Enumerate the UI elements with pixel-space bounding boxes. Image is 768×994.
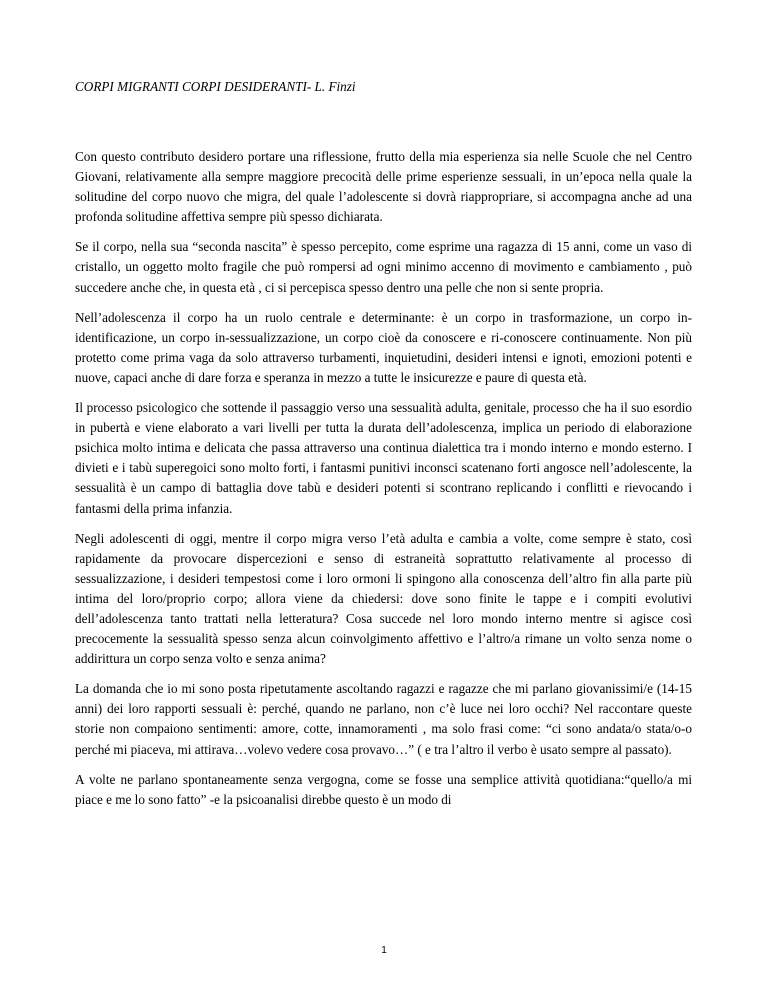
paragraph-3: Nell’adolescenza il corpo ha un ruolo centrale e determinante: è un corpo in trasformazione, un corpo in-identificazione, un corpo in-sessualizzazione, un corpo cioè da conoscere e ri-conoscere continuamente. Non più protetto come prima vaga da solo attraverso turbamenti, inquietudini, desideri intensi e ignoti, emozioni potenti e nuove, capaci anche di dare forza e speranza in mezzo a tutte le insicurezze e paure di questa età. — [75, 309, 692, 385]
document-title: CORPI MIGRANTI CORPI DESIDERANTI- L. Finzi — [75, 79, 356, 94]
paragraph-4: Il processo psicologico che sottende il passaggio verso una sessualità adulta, genitale, processo che ha il suo esordio in pubertà e viene elaborato a vari livelli per tutta la durata dell’adolescenza, implica un periodo di elaborazione psichica molto intima e delicata che passa attraverso una continua dialettica tra i mondo interno e mondo esterno. I divieti e i tabù superegoici sono molto forti, i fantasmi punitivi inconsci scatenano forti angosce nell’adolescente, la sessualità è un campo di battaglia dove tabù e desideri potenti si scontrano replicando i conflitti e rievocando i fantasmi della prima infanzia. — [75, 400, 692, 516]
paragraph-6: La domanda che io mi sono posta ripetutamente ascoltando ragazzi e ragazze che mi parlano giovanissimi/e (14-15 anni) dei loro rapporti sessuali è: perché, quando ne parlano, non c’è luce nei loro occhi? Nel raccontare queste storie non compaiono sentimenti: amore, cotte, innamoramenti , ma solo frasi come: “ci sono andata/o stata/o-o perché mi piaceva, mi attirava…volevo vedere cosa provavo…” ( e tra l’altro il verbo è usato sempre al passato). — [75, 681, 692, 757]
page-number: 1 — [381, 945, 387, 956]
paragraph-2: Se il corpo, nella sua “seconda nascita” è spesso percepito, come esprime una ragazza di 15 anni, come un vaso di cristallo, un oggetto molto fragile che può rompersi ad ogni minimo accenno di movimento e cambiamento , può succedere anche che, in questa età , ci si percepisca spesso dentro una pelle che non si sente propria. — [75, 239, 692, 295]
paragraph-7: A volte ne parlano spontaneamente senza vergogna, come se fosse una semplice attività quotidiana:“quello/a mi piace e me lo sono fatto” -e la psicoanalisi direbbe questo è un modo di — [75, 771, 692, 807]
paragraph-5: Negli adolescenti di oggi, mentre il corpo migra verso l’età adulta e cambia a volte, come sempre è stato, così rapidamente da provocare dispercezioni e senso di estraneità soprattutto relativamente al processo di sessualizzazione, i desideri tempestosi come i loro ormoni li spingono alla conoscenza dell’altro fin alla parte più intima del loro/proprio corpo; allora viene da chiedersi: dove sono finite le tappe e i compiti evolutivi dell’adolescenza tanto trattati nella letteratura? Cosa succede nel loro mondo interno mentre si agisce così precocemente la sessualità spesso senza alcun coinvolgimento affettivo e l’altro/a rimane un volto senza nome o addirittura un corpo senza volto e senza anima? — [75, 530, 692, 667]
document-body — [75, 147, 692, 820]
paragraph-1: Con questo contributo desidero portare una riflessione, frutto della mia esperienza sia nelle Scuole che nel Centro Giovani, relativamente alla sempre maggiore precocità delle prime esperienze sessuali, in un’epoca nella quale la solitudine del corpo nuovo che migra, del quale l’adolescente si dovrà riappropriare, si accompagna anche ad una profonda solitudine affettiva sempre più spesso dichiarata. — [75, 149, 692, 225]
